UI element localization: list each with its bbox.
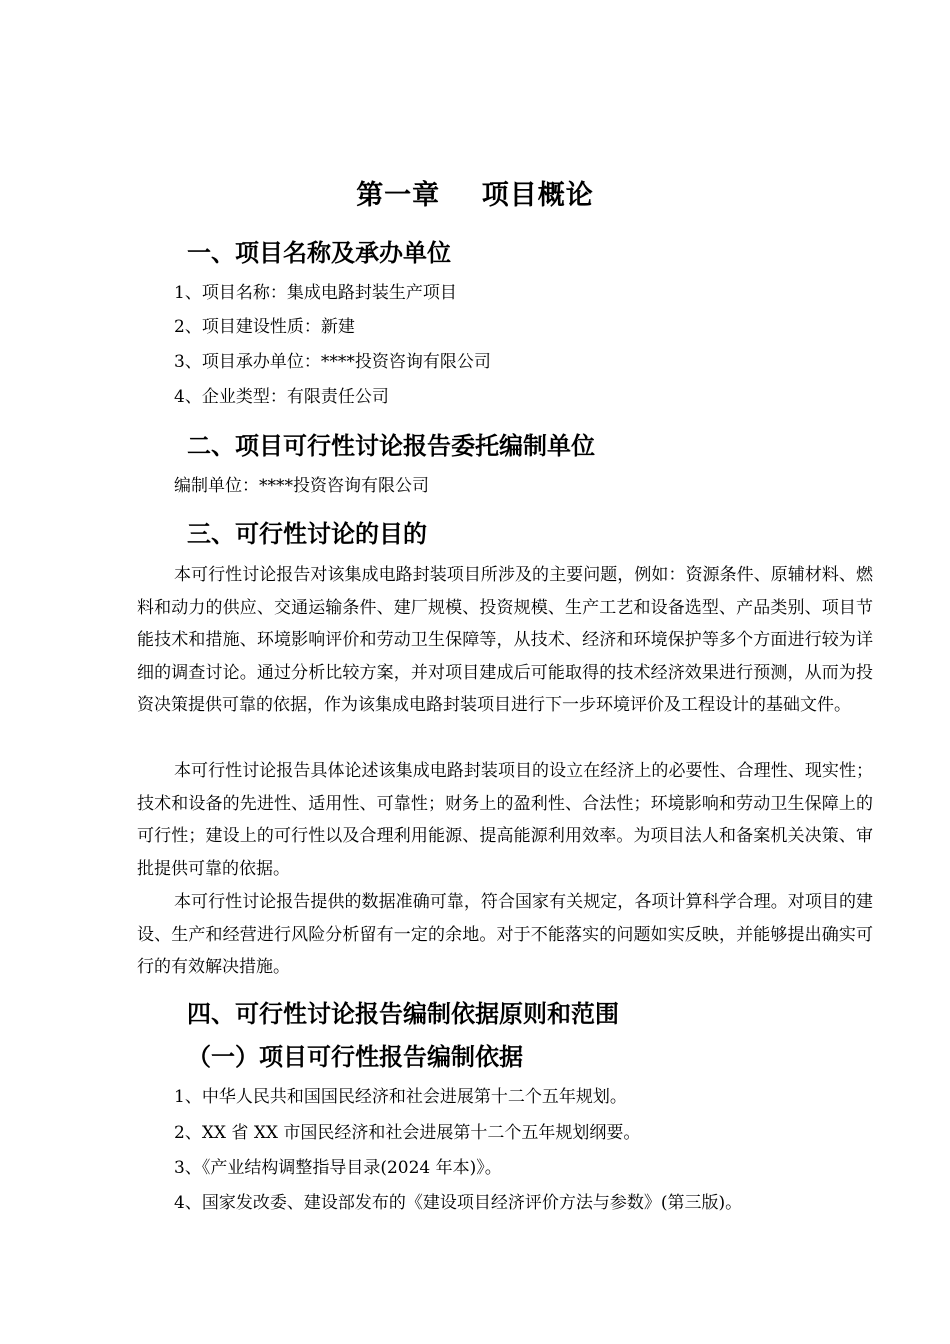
section-1-heading: 一、项目名称及承办单位 <box>187 238 451 267</box>
section-4-heading: 四、可行性讨论报告编制依据原则和范围 <box>187 999 619 1028</box>
section-4-item: 4、国家发改委、建设部发布的《建设项目经济评价方法与参数》(第三版)。 <box>174 1193 743 1213</box>
section-1-item: 4、企业类型：有限责任公司 <box>174 387 389 407</box>
section-3-paragraph: 本可行性讨论报告具体论述该集成电路封装项目的设立在经济上的必要性、合理性、现实性；技术和设备的先进性、适用性、可靠性；财务上的盈利性、合法性；环境影响和劳动卫生保障上的可行性；建设上的可行性以及合理利用能源、提高能源利用效率。为项目法人和备案机关决策、审批提供可靠的依据。 <box>137 761 873 879</box>
section-4-subheading: （一）项目可行性报告编制依据 <box>187 1042 523 1071</box>
section-4-item: 3、《产业结构调整指导目录(2024 年本)》。 <box>174 1158 502 1178</box>
section-2-text: 编制单位：****投资咨询有限公司 <box>174 476 429 496</box>
section-1-item: 3、项目承办单位：****投资咨询有限公司 <box>174 352 491 372</box>
section-3-heading: 三、可行性讨论的目的 <box>187 519 427 548</box>
section-1-item: 2、项目建设性质：新建 <box>174 317 355 337</box>
section-4-item: 1、中华人民共和国国民经济和社会进展第十二个五年规划。 <box>174 1087 627 1107</box>
section-2-heading: 二、项目可行性讨论报告委托编制单位 <box>187 431 595 460</box>
section-3-paragraph: 本可行性讨论报告对该集成电路封装项目所涉及的主要问题，例如：资源条件、原辅材料、燃料和动力的供应、交通运输条件、建厂规模、投资规模、生产工艺和设备选型、产品类别、项目节能技术和措施、环境影响评价和劳动卫生保障等，从技术、经济和环境保护等多个方面进行较为详细的调查讨论。通过分析比较方案，并对项目建成后可能取得的技术经济效果进行预测，从而为投资决策提供可靠的依据，作为该集成电路封装项目进行下一步环境评价及工程设计的基础文件。 <box>137 565 873 716</box>
chapter-title: 第一章 项目概论 <box>356 180 594 211</box>
section-1-item: 1、项目名称：集成电路封装生产项目 <box>174 283 457 303</box>
section-3-paragraph: 本可行性讨论报告提供的数据准确可靠，符合国家有关规定，各项计算科学合理。对项目的建设、生产和经营进行风险分析留有一定的余地。对于不能落实的问题如实反映，并能够提出确实可行的有效解决措施。 <box>137 892 873 978</box>
section-4-item: 2、XX 省 XX 市国民经济和社会进展第十二个五年规划纲要。 <box>174 1123 641 1143</box>
